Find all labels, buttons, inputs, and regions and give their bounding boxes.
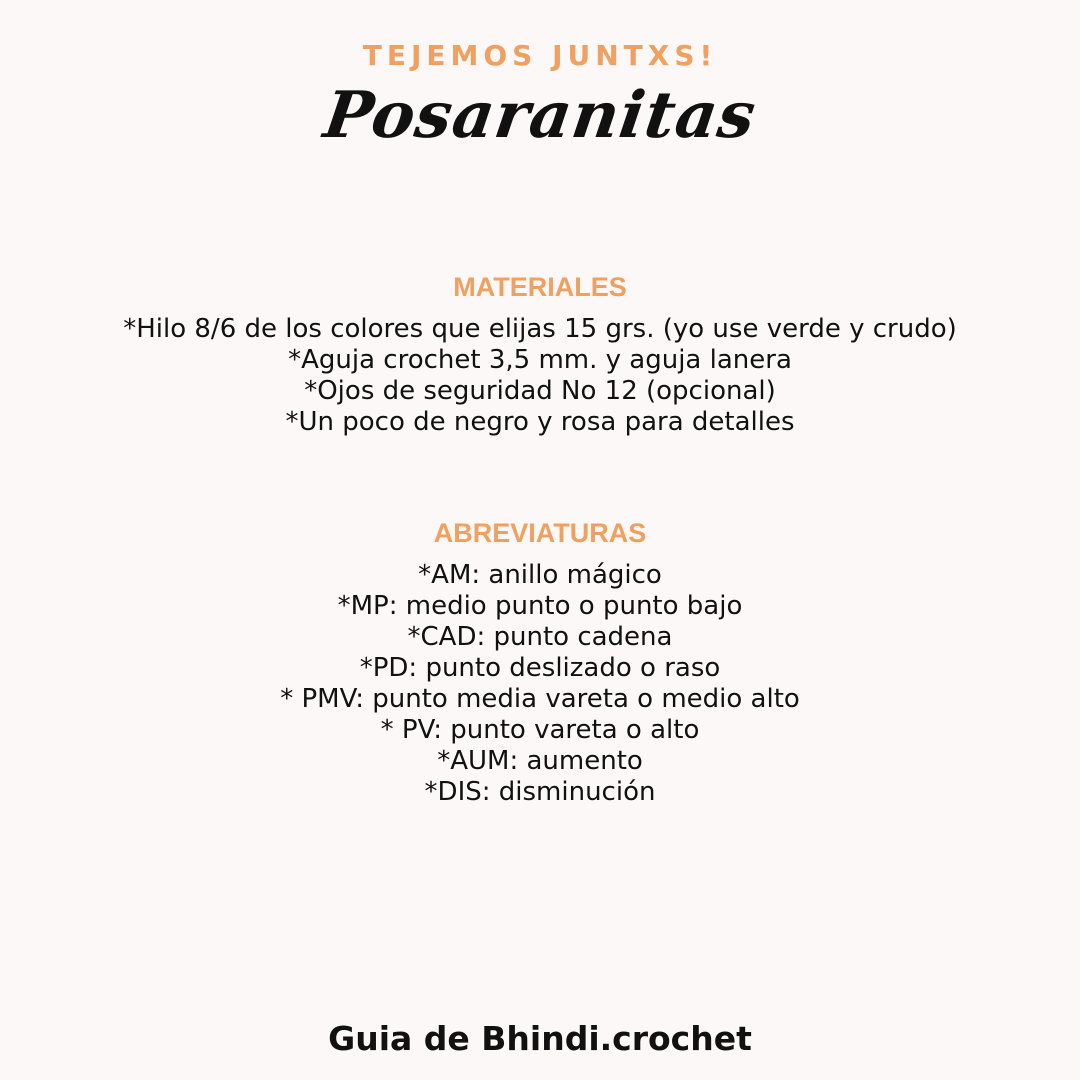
- abbreviation-item: *CAD: punto cadena: [407, 622, 673, 652]
- materials-heading: MATERIALES: [453, 272, 627, 302]
- materials-item: *Ojos de seguridad No 12 (opcional): [304, 376, 776, 406]
- abbreviation-item: *MP: medio punto o punto bajo: [337, 591, 743, 621]
- abbreviation-item: * PMV: punto media vareta o medio alto: [280, 684, 800, 714]
- header: [0, 40, 1080, 156]
- abbreviations-section: [0, 516, 1080, 808]
- materials-item: *Hilo 8/6 de los colores que elijas 15 grs. (yo use verde y crudo): [123, 314, 957, 344]
- page-title: Posaranitas: [319, 78, 761, 153]
- abbreviation-item: *PD: punto deslizado o raso: [359, 653, 721, 683]
- materials-section: [0, 270, 1080, 438]
- abbreviation-item: * PV: punto vareta o alto: [380, 715, 700, 745]
- materials-list: [0, 314, 1080, 438]
- abbreviation-item: *AM: anillo mágico: [418, 560, 662, 590]
- abbreviations-heading: ABREVIATURAS: [433, 518, 647, 548]
- abbreviations-list: [0, 560, 1080, 808]
- kicker-title: TEJEMOS JUNTXS!: [362, 39, 718, 72]
- abbreviation-item: *DIS: disminución: [424, 777, 656, 807]
- abbreviation-item: *AUM: aumento: [437, 746, 643, 776]
- materials-item: *Un poco de negro y rosa para detalles: [285, 407, 795, 437]
- materials-item: *Aguja crochet 3,5 mm. y aguja lanera: [288, 345, 792, 375]
- footer-credit: Guia de Bhindi.crochet: [328, 1019, 752, 1058]
